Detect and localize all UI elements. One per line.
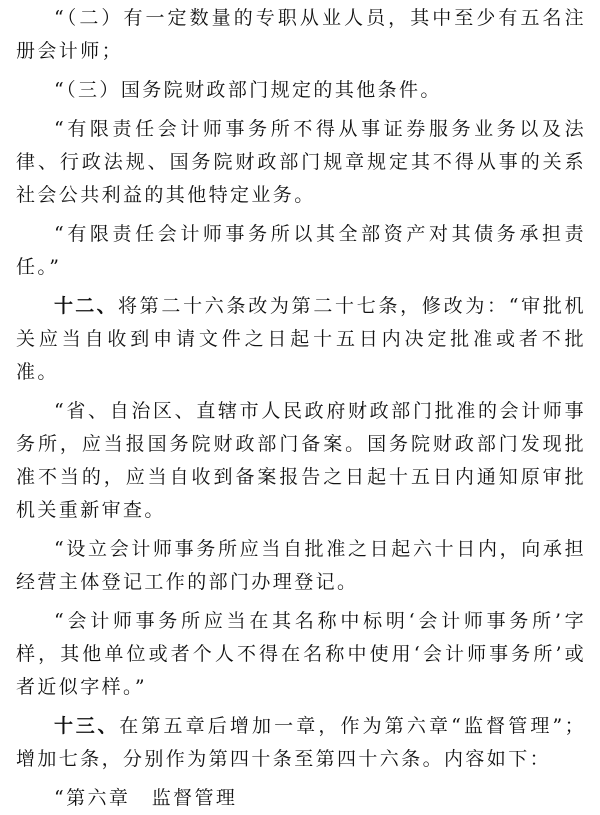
paragraph-text: 在第五章后增加一章，作为第六章“监督管理”；增加七条，分别作为第四十条至第四十六条。内容如下： bbox=[16, 715, 586, 770]
paragraph-chapter-six-title bbox=[16, 782, 586, 815]
paragraph-naming bbox=[16, 605, 586, 704]
item-number-thirteen: 十三、 bbox=[54, 715, 120, 737]
paragraph-clause-two bbox=[16, 2, 586, 68]
paragraph-liability bbox=[16, 218, 586, 284]
paragraph-text: “（二）有一定数量的专职从业人员，其中至少有五名注册会计师； bbox=[16, 7, 586, 62]
paragraph-item-twelve bbox=[16, 290, 586, 389]
item-number-twelve: 十二、 bbox=[54, 295, 118, 317]
paragraph-text: 将第二十六条改为第二十七条，修改为：“审批机关应当自收到申请文件之日起十五日内决定批准或者不批准。 bbox=[16, 295, 586, 383]
paragraph-text: “有限责任会计师事务所以其全部资产对其债务承担责任。” bbox=[16, 223, 586, 278]
paragraph-filing bbox=[16, 395, 586, 527]
paragraph-clause-three bbox=[16, 74, 586, 107]
paragraph-registration bbox=[16, 533, 586, 599]
paragraph-text: “省、自治区、直辖市人民政府财政部门批准的会计师事务所，应当报国务院财政部门备案。国务院财政部门发现批准不当的，应当自收到备案报告之日起十五日内通知原审批机关重新审查。 bbox=[16, 400, 586, 521]
paragraph-text: “（三）国务院财政部门规定的其他条件。 bbox=[54, 79, 442, 101]
paragraph-text: “设立会计师事务所应当自批准之日起六十日内，向承担经营主体登记工作的部门办理登记。 bbox=[16, 538, 586, 593]
paragraph-text: “有限责任会计师事务所不得从事证券服务业务以及法律、行政法规、国务院财政部门规章规定其不得从事的关系社会公共利益的其他特定业务。 bbox=[16, 118, 586, 206]
paragraph-item-thirteen bbox=[16, 710, 586, 776]
paragraph-text: “第六章 监督管理 bbox=[54, 787, 238, 809]
paragraph-business-restriction bbox=[16, 113, 586, 212]
paragraph-text: “会计师事务所应当在其名称中标明‘会计师事务所’字样，其他单位或者个人不得在名称中使用‘会计师事务所’或者近似字样。” bbox=[16, 610, 586, 698]
